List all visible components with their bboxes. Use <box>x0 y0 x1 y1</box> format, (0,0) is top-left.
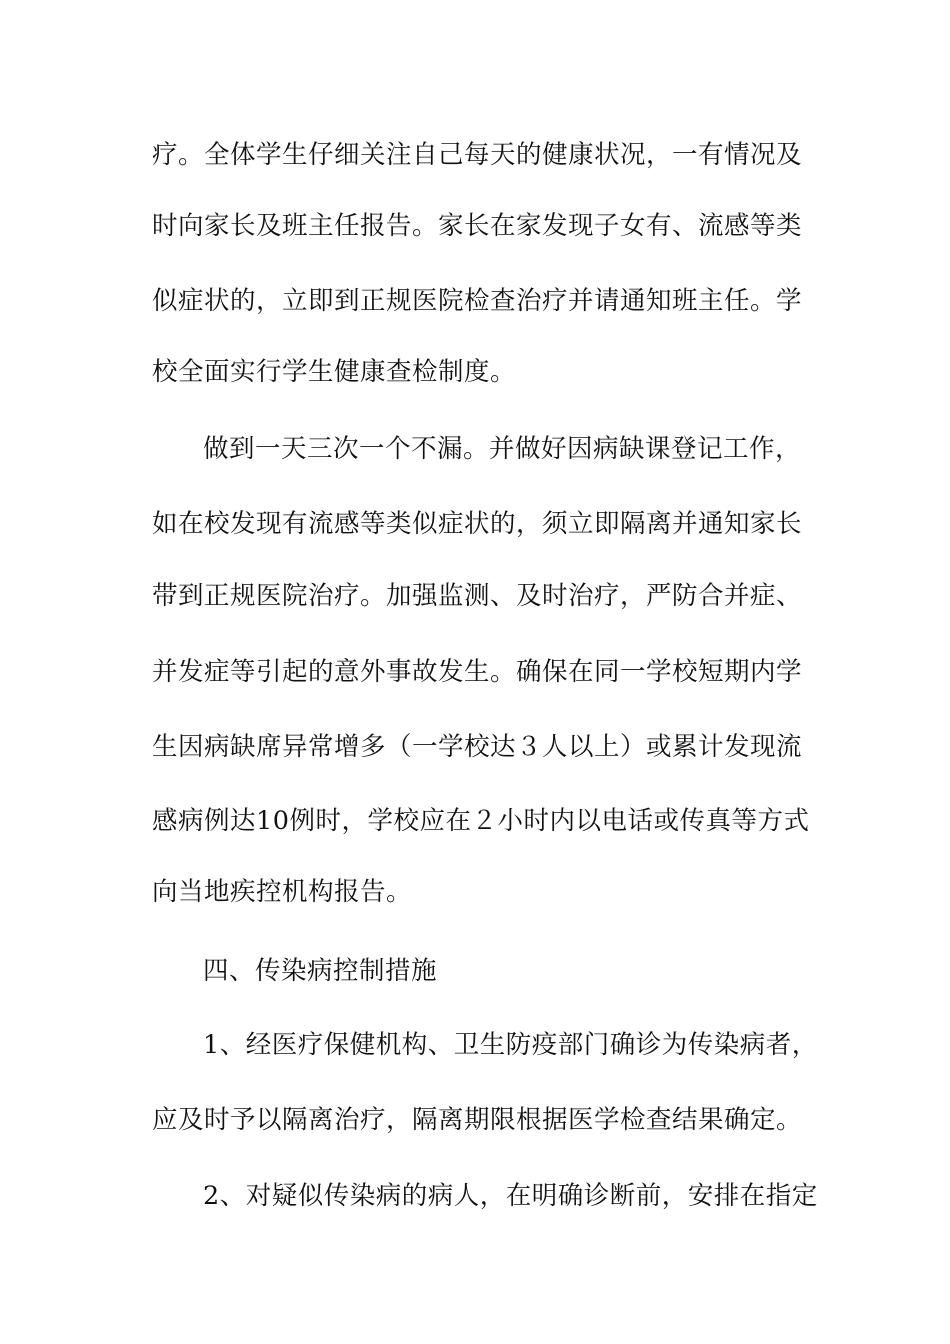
paragraph-line: 1、经医疗保健机构、卫生防疫部门确诊为传染病者， <box>203 1030 818 1060</box>
paragraph-line: 应及时予以隔离治疗，隔离期限根据医学检查结果确定。 <box>152 1105 803 1135</box>
paragraph-line: 如在校发现有流感等类似症状的，须立即隔离并通知家长 <box>152 509 803 539</box>
paragraph-line: 做到一天三次一个不漏。并做好因病缺课登记工作， <box>203 434 802 464</box>
paragraph-line: 并发症等引起的意外事故发生。确保在同一学校短期内学 <box>152 657 803 687</box>
paragraph-line: 似症状的，立即到正规医院检查治疗并请通知班主任。学 <box>152 286 803 316</box>
paragraph-line: 向当地疾控机构报告。 <box>152 877 413 907</box>
paragraph-line: 感病例达10例时，学校应在２小时内以电话或传真等方式 <box>152 806 810 836</box>
paragraph-line: 2、对疑似传染病的病人，在明确诊断前，安排在指定 <box>203 1181 818 1211</box>
paragraph-line: 校全面实行学生健康查检制度。 <box>152 357 517 387</box>
paragraph-line: 疗。全体学生仔细关注自己每天的健康状况，一有情况及 <box>152 140 803 170</box>
paragraph-line: 带到正规医院治疗。加强监测、及时治疗，严防合并症、 <box>152 581 803 611</box>
section-heading: 四、传染病控制措施 <box>203 956 438 986</box>
paragraph-line: 生因病缺席异常增多（一学校达３人以上）或累计发现流 <box>152 732 803 762</box>
paragraph-line: 时向家长及班主任报告。家长在家发现子女有、流感等类 <box>152 211 803 241</box>
